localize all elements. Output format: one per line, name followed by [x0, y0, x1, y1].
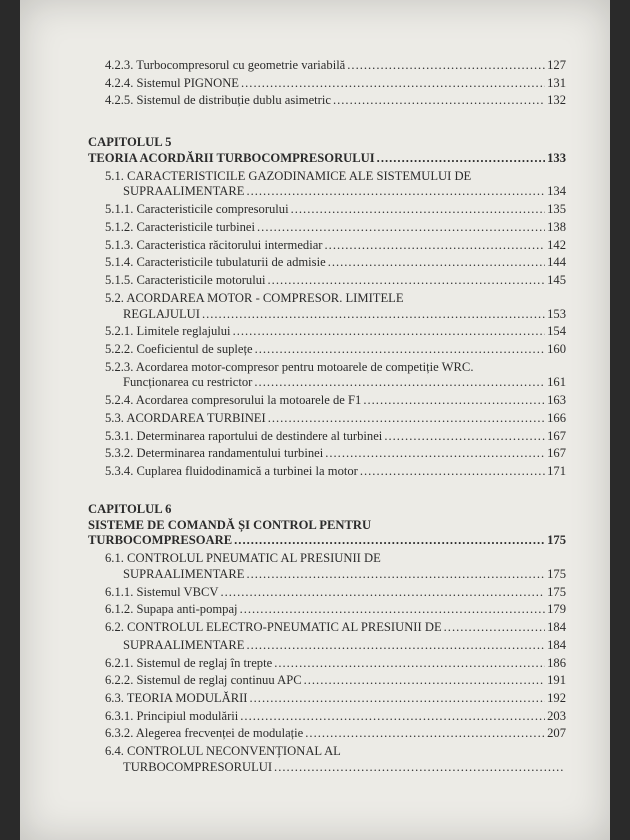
leader-dots — [240, 602, 546, 618]
leader-dots — [233, 324, 546, 340]
book-page — [20, 0, 610, 840]
toc-page-number: 184 — [547, 620, 566, 635]
leader-dots — [363, 393, 545, 409]
toc-entry-line1: 5.2. ACORDAREA MOTOR - COMPRESOR. LIMITELE — [105, 290, 404, 305]
toc-entry — [88, 638, 566, 654]
toc-entry — [88, 411, 566, 427]
toc-page-number: 186 — [547, 655, 566, 670]
leader-dots — [240, 709, 545, 725]
toc-entry — [88, 255, 566, 271]
toc-page-number: 127 — [547, 58, 566, 72]
toc-entry-label: 6.1.2. Supapa anti-pompaj — [105, 602, 238, 617]
toc-entry-line1: 5.1. CARACTERISTICILE GAZODINAMICE ALE SISTEMULUI DE — [105, 168, 472, 183]
toc-entry-label: SUPRAALIMENTARE — [123, 637, 245, 652]
toc-entry — [88, 76, 566, 92]
toc-entry-label: 6.3.1. Principiul modulării — [105, 708, 239, 723]
toc-page-number: 167 — [547, 446, 566, 461]
toc-entry-label: 5.1.2. Caracteristicile turbinei — [105, 219, 256, 234]
toc-page-number: 161 — [547, 375, 566, 390]
leader-dots — [444, 620, 545, 636]
toc-page-number: 171 — [547, 464, 566, 479]
toc-page-number: 179 — [547, 602, 566, 617]
toc-page-number: 131 — [547, 75, 566, 90]
toc-entry — [88, 709, 566, 725]
chapter-heading: CAPITOLUL 5 — [88, 135, 172, 150]
toc-entry — [88, 602, 566, 618]
toc-entry — [88, 324, 566, 340]
toc-entry — [88, 342, 566, 358]
toc-page-number: 166 — [547, 410, 566, 425]
toc-entry-label: TURBOCOMPRESORULUI — [123, 759, 273, 774]
leader-dots — [255, 342, 546, 358]
toc-entry-label: REGLAJULUI — [123, 306, 200, 321]
leader-dots — [254, 375, 545, 391]
leader-dots — [333, 93, 545, 109]
toc-entry-label: 4.2.4. Sistemul PIGNONE — [105, 75, 239, 90]
leader-dots — [360, 464, 545, 480]
toc-page-number: 134 — [547, 184, 566, 199]
toc-entry-label: SUPRAALIMENTARE — [123, 184, 245, 199]
toc-entry — [88, 585, 566, 601]
toc-entry-line1: 5.2.3. Acordarea motor-compresor pentru motoarele de competiție WRC. — [105, 359, 474, 374]
leader-dots — [246, 567, 545, 583]
toc-entry-line1: 6.4. CONTROLUL NECONVENȚIONAL AL — [105, 744, 341, 759]
leader-dots — [246, 184, 545, 200]
toc-page-number: 132 — [547, 93, 566, 108]
toc-page-number: 163 — [547, 393, 566, 408]
toc-entry — [88, 567, 566, 583]
leader-dots — [305, 726, 545, 742]
leader-dots — [234, 533, 545, 549]
toc-page-number: 144 — [547, 255, 566, 270]
leader-dots — [220, 585, 545, 601]
leader-dots — [257, 220, 545, 236]
toc-page-number: 167 — [547, 428, 566, 443]
toc-entry — [88, 202, 566, 218]
toc-page-number: 153 — [547, 306, 566, 321]
toc-entry-label: 6.2. CONTROLUL ELECTRO-PNEUMATIC AL PRESIUNII DE — [105, 620, 442, 635]
toc-entry-label: 6.3. TEORIA MODULĂRII — [105, 690, 248, 705]
toc-entry — [88, 238, 566, 254]
toc-entry — [88, 375, 566, 391]
toc-entry — [88, 393, 566, 409]
chapter-title-label: TEORIA ACORDĂRII TURBOCOMPRESORULUI — [88, 150, 375, 165]
toc-page-number: 142 — [547, 237, 566, 252]
chapter-title-line1: SISTEME DE COMANDĂ ȘI CONTROL PENTRU — [88, 517, 372, 532]
chapter-title-label: TURBOCOMPRESOARE — [88, 533, 233, 548]
leader-dots — [347, 58, 545, 74]
toc-page-number: 154 — [547, 324, 566, 339]
leader-dots — [325, 446, 545, 462]
table-of-contents — [88, 58, 566, 778]
toc-entry — [88, 307, 566, 323]
toc-entry-label: 6.3.2. Alegerea frecvenței de modulație — [105, 726, 304, 741]
toc-entry — [88, 620, 566, 636]
toc-entry-label: Funcționarea cu restrictor — [123, 375, 253, 390]
toc-entry-line1: 6.1. CONTROLUL PNEUMATIC AL PRESIUNII DE — [105, 551, 381, 566]
toc-entry-label: 5.1.1. Caracteristicile compresorului — [105, 202, 289, 217]
chapter-heading: CAPITOLUL 6 — [88, 501, 172, 516]
toc-entry-label: 5.1.5. Caracteristicile motorului — [105, 273, 266, 288]
toc-page-number: 138 — [547, 219, 566, 234]
toc-page-number: 175 — [547, 584, 566, 599]
toc-page-number: 207 — [547, 726, 566, 741]
toc-entry — [88, 184, 566, 200]
toc-entry-label: SUPRAALIMENTARE — [123, 566, 245, 581]
toc-page-number: 203 — [547, 708, 566, 723]
toc-entry-label: 5.1.3. Caracteristica răcitorului intermediar — [105, 237, 323, 252]
leader-dots — [250, 691, 546, 707]
toc-page-number: 184 — [547, 637, 566, 652]
leader-dots — [328, 255, 545, 271]
toc-page-number: 160 — [547, 342, 566, 357]
toc-entry-label: 5.3.2. Determinarea randamentului turbinei — [105, 446, 324, 461]
leader-dots — [325, 238, 546, 254]
toc-entry-label: 5.2.1. Limitele reglajului — [105, 324, 231, 339]
toc-entry — [88, 760, 566, 776]
chapter-title — [88, 151, 566, 167]
toc-entry — [88, 726, 566, 742]
toc-entry-label: 5.2.2. Coeficientul de suplețe — [105, 342, 253, 357]
toc-entry — [88, 691, 566, 707]
toc-entry-label: 5.3.4. Cuplarea fluidodinamică a turbinei la motor — [105, 464, 358, 479]
leader-dots — [384, 429, 545, 445]
toc-entry — [88, 656, 566, 672]
leader-dots — [377, 151, 545, 167]
toc-entry-label: 4.2.5. Sistemul de distribuție dublu asimetric — [105, 93, 331, 108]
leader-dots — [202, 307, 545, 323]
toc-page-number: 192 — [547, 690, 566, 705]
toc-page-number: 175 — [547, 566, 566, 581]
leader-dots — [291, 202, 546, 218]
toc-entry-label: 6.1.1. Sistemul VBCV — [105, 584, 219, 599]
toc-entry-label: 5.2.4. Acordarea compresorului la motoarele de F1 — [105, 393, 362, 408]
leader-dots — [241, 76, 545, 92]
leader-dots — [246, 638, 545, 654]
toc-entry-label: 5.3.1. Determinarea raportului de destindere al turbinei — [105, 428, 383, 443]
leader-dots — [274, 656, 545, 672]
toc-entry-label: 5.1.4. Caracteristicile tubulaturii de admisie — [105, 255, 326, 270]
toc-entry — [88, 273, 566, 289]
toc-entry-label: 5.3. ACORDAREA TURBINEI — [105, 410, 266, 425]
toc-page-number: 135 — [547, 202, 566, 217]
toc-page-number: 145 — [547, 273, 566, 288]
toc-entry-label: 4.2.3. Turbocompresorul cu geometrie variabilă — [105, 58, 346, 72]
toc-page-number: 133 — [547, 150, 566, 165]
toc-entry — [88, 429, 566, 445]
toc-entry — [88, 446, 566, 462]
toc-entry — [88, 58, 566, 74]
leader-dots — [268, 411, 545, 427]
toc-entry-label: 6.2.1. Sistemul de reglaj în trepte — [105, 655, 273, 670]
toc-page-number: 191 — [547, 673, 566, 688]
leader-dots — [304, 673, 546, 689]
leader-dots — [268, 273, 546, 289]
toc-entry-label: 6.2.2. Sistemul de reglaj continuu APC — [105, 673, 302, 688]
toc-entry — [88, 220, 566, 236]
toc-entry — [88, 673, 566, 689]
chapter-title — [88, 533, 566, 549]
toc-entry — [88, 464, 566, 480]
toc-page-number: 175 — [547, 533, 566, 548]
toc-entry — [88, 93, 566, 109]
leader-dots — [274, 760, 564, 776]
